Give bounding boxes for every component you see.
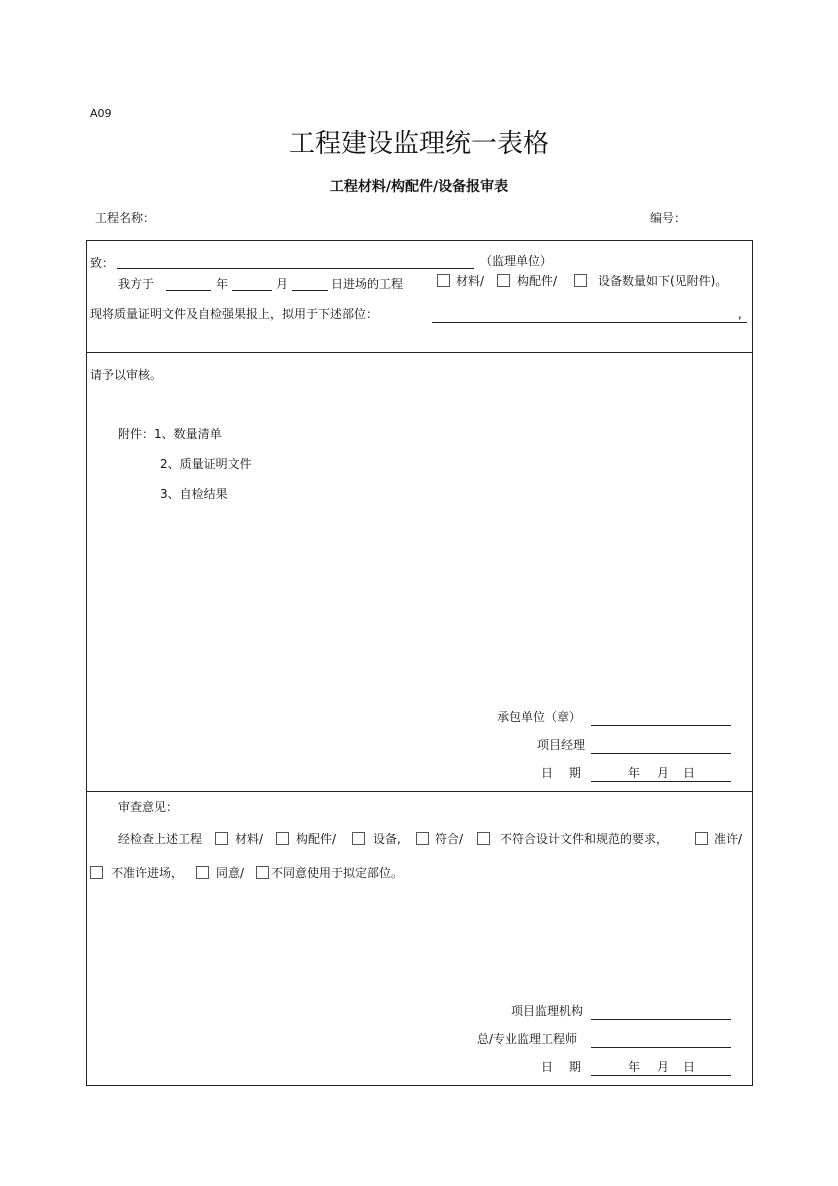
attachment-2: 2、质量证明文件 bbox=[160, 457, 252, 471]
number-label: 编号： bbox=[650, 211, 687, 225]
review-components-label: 构配件/ bbox=[296, 832, 337, 846]
conforms-checkbox[interactable] bbox=[416, 832, 429, 845]
supervisor-unit-label: （监理单位） bbox=[480, 254, 553, 268]
review-date-day: 日 bbox=[683, 1060, 696, 1074]
supervision-org-label: 项目监理机构 bbox=[511, 1004, 584, 1018]
supervisor-unit-field[interactable] bbox=[117, 268, 474, 269]
divider bbox=[86, 791, 752, 792]
allow-label: 准许/ bbox=[714, 832, 743, 846]
day-field[interactable] bbox=[292, 290, 328, 291]
agree-label: 同意/ bbox=[216, 866, 245, 880]
review-equipment-checkbox[interactable] bbox=[352, 832, 365, 845]
month-label: 月 bbox=[276, 277, 289, 291]
components-checkbox[interactable] bbox=[497, 274, 510, 287]
month-field[interactable] bbox=[232, 290, 272, 291]
review-components-checkbox[interactable] bbox=[276, 832, 289, 845]
date-field[interactable] bbox=[591, 781, 731, 782]
materials-label: 材料/ bbox=[456, 274, 485, 288]
date-label: 日 期 bbox=[541, 766, 581, 780]
please-review-text: 请予以审核。 bbox=[90, 368, 163, 382]
to-label: 致： bbox=[90, 256, 115, 270]
divider bbox=[86, 352, 752, 353]
disagree-checkbox[interactable] bbox=[256, 866, 269, 879]
project-manager-label: 项目经理 bbox=[537, 738, 586, 752]
review-date-month: 月 bbox=[657, 1060, 670, 1074]
day-entered-label: 日进场的工程 bbox=[331, 277, 404, 291]
not-conform-checkbox[interactable] bbox=[477, 832, 490, 845]
location-field[interactable] bbox=[432, 322, 747, 323]
contractor-label: 承包单位（章） bbox=[497, 710, 582, 724]
not-allow-label: 不准许进场， bbox=[111, 866, 184, 880]
equipment-checkbox[interactable] bbox=[574, 274, 587, 287]
not-allow-checkbox[interactable] bbox=[90, 866, 103, 879]
submit-text: 现将质量证明文件及自检强果报上，拟用于下述部位： bbox=[90, 307, 379, 321]
equipment-qty-label: 设备数量如下(见附件)。 bbox=[598, 274, 728, 288]
page-title: 工程建设监理统一表格 bbox=[288, 129, 549, 159]
form-frame bbox=[86, 240, 753, 1086]
year-field[interactable] bbox=[166, 290, 211, 291]
comma: , bbox=[738, 307, 742, 321]
year-label: 年 bbox=[216, 277, 229, 291]
not-conform-label: 不符合设计文件和规范的要求， bbox=[500, 832, 669, 846]
review-date-field[interactable] bbox=[591, 1075, 731, 1076]
contractor-field[interactable] bbox=[591, 725, 731, 726]
review-materials-checkbox[interactable] bbox=[215, 832, 228, 845]
attachment-3: 3、自检结果 bbox=[160, 487, 228, 501]
review-date-label: 日 期 bbox=[541, 1060, 581, 1074]
form-code: A09 bbox=[90, 107, 112, 120]
checked-text: 经检查上述工程 bbox=[118, 832, 203, 846]
agree-checkbox[interactable] bbox=[196, 866, 209, 879]
date-month: 月 bbox=[657, 766, 670, 780]
project-manager-field[interactable] bbox=[591, 753, 731, 754]
components-label: 构配件/ bbox=[517, 274, 558, 288]
form-subtitle: 工程材料/构配件/设备报审表 bbox=[329, 179, 509, 195]
materials-checkbox[interactable] bbox=[437, 274, 450, 287]
review-date-year: 年 bbox=[628, 1060, 641, 1074]
disagree-label: 不同意使用于拟定部位。 bbox=[271, 866, 404, 880]
review-materials-label: 材料/ bbox=[235, 832, 264, 846]
allow-checkbox[interactable] bbox=[695, 832, 708, 845]
date-day: 日 bbox=[683, 766, 696, 780]
supervision-org-field[interactable] bbox=[591, 1019, 731, 1020]
chief-engineer-label: 总/专业监理工程师 bbox=[477, 1032, 578, 1046]
review-opinion-label: 审查意见： bbox=[118, 800, 179, 814]
we-on-label: 我方于 bbox=[118, 277, 155, 291]
review-equipment-label: 设备, bbox=[373, 832, 401, 846]
date-year: 年 bbox=[628, 766, 641, 780]
attachment-1: 附件：1、数量清单 bbox=[118, 427, 222, 441]
project-name-label: 工程名称： bbox=[95, 211, 156, 225]
chief-engineer-field[interactable] bbox=[591, 1047, 731, 1048]
conforms-label: 符合/ bbox=[435, 832, 464, 846]
